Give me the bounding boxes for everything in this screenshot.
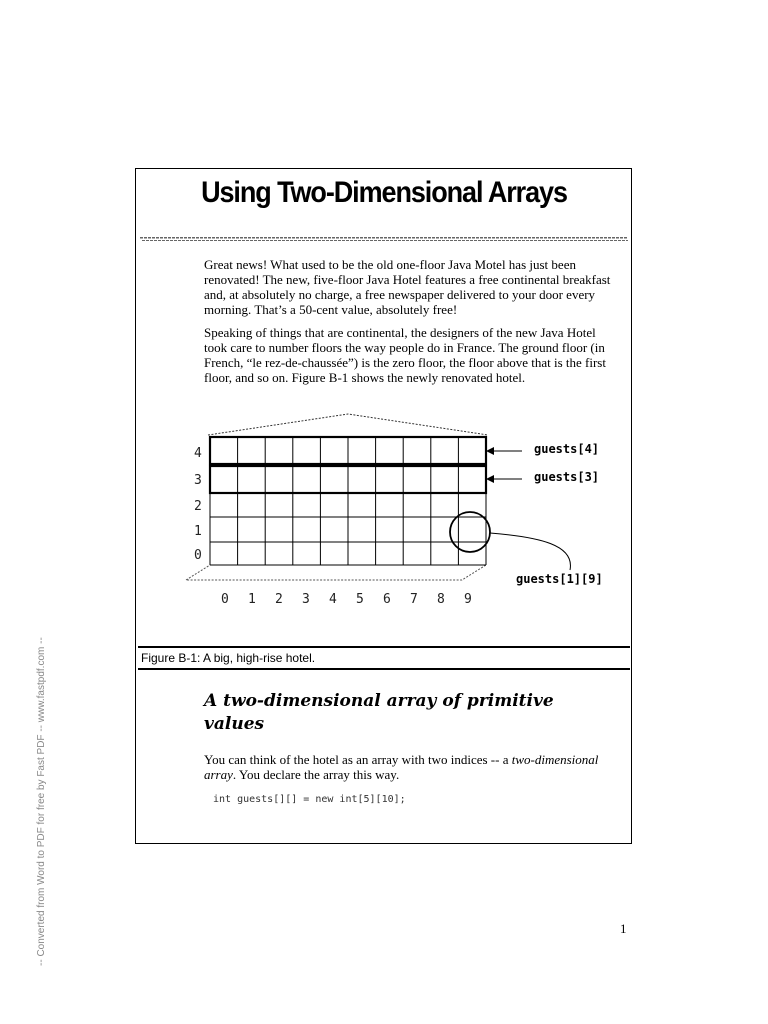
room-label: 8 (437, 592, 445, 607)
room-grid (210, 437, 486, 565)
room-label: 6 (383, 592, 391, 607)
callout-curve (490, 533, 570, 570)
page-number: 1 (620, 921, 627, 936)
arrow-head-row4 (486, 447, 494, 455)
room-label: 9 (464, 592, 472, 607)
room-label: 5 (356, 592, 364, 607)
room-label: 3 (302, 592, 310, 607)
converter-watermark: -- Converted from Word to PDF for free by Fast PDF -- www.fastpdf.com -- (36, 637, 47, 966)
room-label: 1 (248, 592, 256, 607)
italic-term: two-dimensional array (204, 752, 599, 782)
room-label: 4 (329, 592, 337, 607)
room-label: 7 (410, 592, 418, 607)
array-paragraph (204, 752, 622, 782)
dotted-divider (140, 237, 628, 241)
callout-guests-4: guests[4] (534, 442, 600, 456)
caption-top-rule (138, 646, 630, 648)
section-heading: A two-dimensional array of primitive values (204, 691, 554, 734)
room-label: 2 (275, 592, 283, 607)
floor-label: 0 (194, 548, 202, 563)
cell-highlight-circle (450, 512, 490, 552)
callout-guests-1-9: guests[1][9] (516, 572, 603, 586)
hotel-figure (180, 405, 620, 610)
floor-label: 2 (194, 499, 202, 514)
floor-label: 1 (194, 524, 202, 539)
code-snippet: int guests[][] = new int[5][10]; (213, 794, 406, 805)
floor-label: 3 (194, 473, 202, 488)
arrow-head-row3 (486, 475, 494, 483)
floor-label: 4 (194, 446, 202, 461)
hotel-base (186, 565, 486, 580)
callout-guests-3: guests[3] (534, 470, 600, 484)
hotel-roof (208, 414, 488, 435)
text-segment: . You declare the array this way. (232, 767, 400, 782)
page-title: Using Two-Dimensional Arrays (201, 176, 567, 209)
caption-bottom-rule (138, 668, 630, 670)
floors-paragraph: Speaking of things that are continental, the designers of the new Java Hotel took care to number floors the way people do in France. The ground floor (in French, “le rez-de-chaussée”) is the zero floor, the floor above that is the first floor, and so on. Figure B-1 shows the newly renovated hotel. (204, 325, 606, 385)
text-segment: You can think of the hotel as an array with two indices -- a (204, 752, 512, 767)
intro-paragraph: Great news! What used to be the old one-floor Java Motel has just been renovated! The new, five-floor Java Hotel features a free continental breakfast and, at absolutely no charge, a free newspaper delivered to your door every morning. That’s a 50-cent value, absolutely free! (204, 257, 611, 317)
room-label: 0 (221, 592, 229, 607)
figure-caption: Figure B-1: A big, high-rise hotel. (141, 651, 316, 665)
